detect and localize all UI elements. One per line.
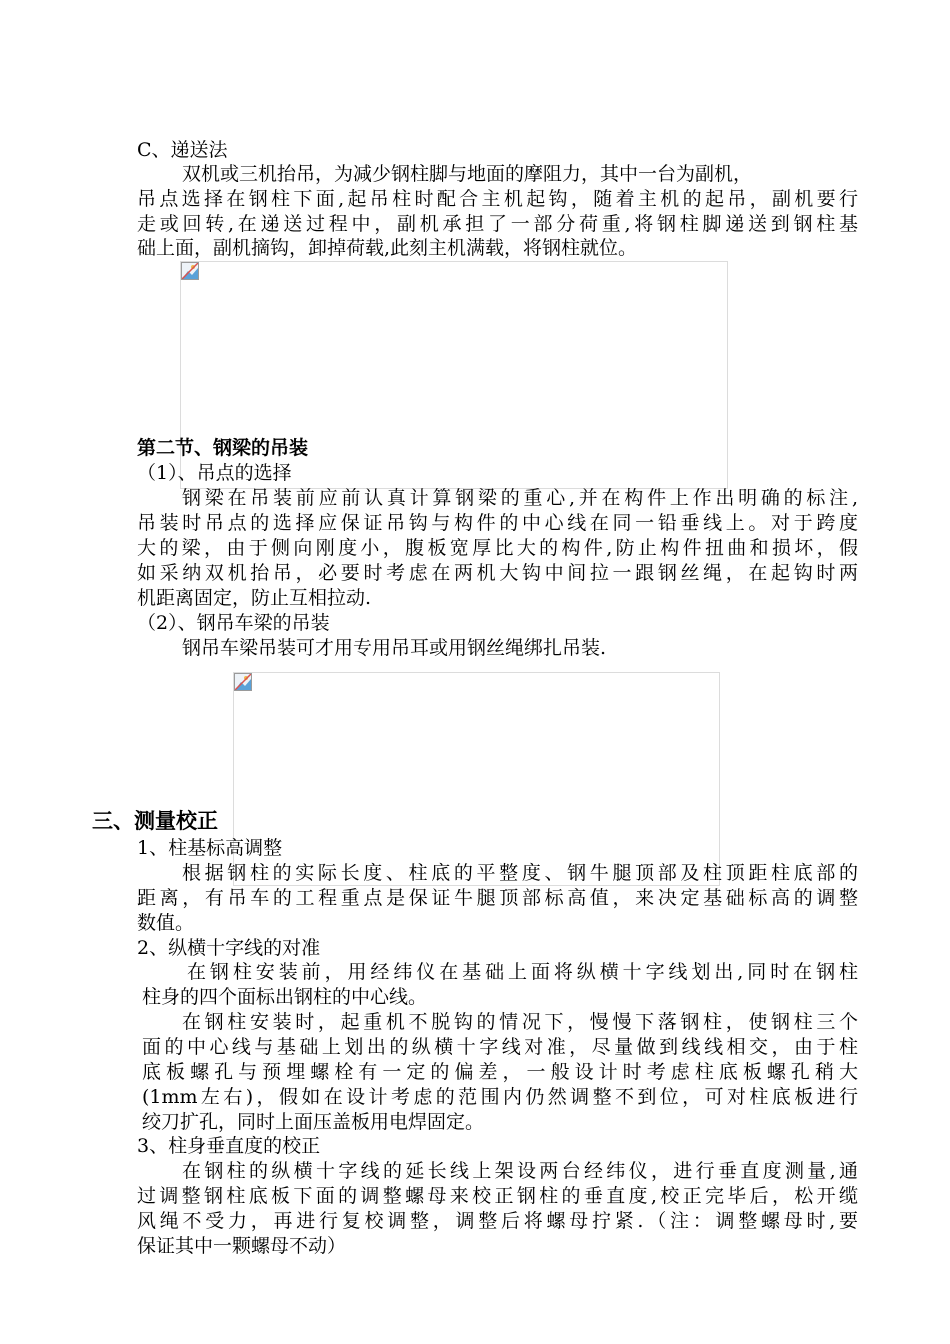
section-3-title: 三、测量校正 — [92, 808, 218, 833]
section-c-para-line: 础上面，副机摘钩，卸掉荷载,此刻主机满载，将钢柱就位。 — [137, 237, 638, 259]
section-3-item2: 2、纵横十字线的对准 — [137, 937, 321, 959]
section-3-item2-para1-line: 柱身的四个面标出钢柱的中心线。 — [142, 986, 428, 1008]
section-3-item1-para-line: 根据钢柱的实际长度、柱底的平整度、钢牛腿顶部及柱顶距柱底部的 — [182, 862, 858, 884]
section-3-item1: 1、柱基标高调整 — [137, 837, 283, 859]
section-c-para-line: 吊点选择在钢柱下面,起吊柱时配合主机起钩，随着主机的起吊，副机要行 — [137, 188, 858, 210]
section-3-item1-para-line: 数值。 — [137, 912, 195, 934]
section-3-item2-para2-line: (1mm左右)，假如在设计考虑的范围内仍然调整不到位，可对柱底板进行 — [142, 1086, 858, 1108]
section-3-item2-para1-line: 在钢柱安装前，用经纬仪在基础上面将纵横十字线划出,同时在钢柱 — [187, 961, 858, 983]
section-2-para1-line: 如采纳双机抬吊，必要时考虑在两机大钩中间拉一跟钢丝绳，在起钩时两 — [137, 562, 858, 584]
broken-image-icon — [181, 262, 199, 280]
section-2-sub2: （2）、钢吊车梁的吊装 — [137, 612, 330, 634]
section-3-item2-para2-line: 底板螺孔与预埋螺栓有一定的偏差，一般设计时考虑柱底板螺孔稍大 — [142, 1061, 858, 1083]
section-3-item2-para2-line: 在钢柱安装时，起重机不脱钩的情况下，慢慢下落钢柱，使钢柱三个 — [182, 1011, 858, 1033]
section-c-para-line: 双机或三机抬吊，为减少钢柱脚与地面的摩阻力，其中一台为副机， — [182, 163, 753, 185]
section-3-item2-para2-line: 面的中心线与基础上划出的纵横十字线对准，尽量做到线线相交，由于柱 — [142, 1036, 858, 1058]
section-c-para-line: 走或回转,在递送过程中，副机承担了一部分荷重,将钢柱脚递送到钢柱基 — [137, 213, 858, 235]
section-2-para2: 钢吊车梁吊装可才用专用吊耳或用钢丝绳绑扎吊装. — [182, 637, 607, 659]
section-c-heading: C、递送法 — [137, 139, 228, 161]
section-2-para1-line: 钢梁在吊装前应前认真计算钢梁的重心,并在构件上作出明确的标注, — [182, 487, 858, 509]
section-3-item3-para-line: 保证其中一颗螺母不动） — [137, 1235, 347, 1257]
section-3-item3: 3、柱身垂直度的校正 — [137, 1135, 321, 1157]
section-2-para1-line: 机距离固定，防止互相拉动. — [137, 587, 372, 609]
section-3-item3-para-line: 风绳不受力，再进行复校调整，调整后将螺母拧紧.（注：调整螺母时,要 — [137, 1210, 858, 1232]
section-3-item2-para2-line: 绞刀扩孔，同时上面压盖板用电焊固定。 — [142, 1111, 485, 1133]
section-2-para1-line: 大的梁，由于侧向刚度小，腹板宽厚比大的构件,防止构件扭曲和损坏，假 — [137, 537, 858, 559]
section-3-item1-para-line: 距离，有吊车的工程重点是保证牛腿顶部标高值，来决定基础标高的调整 — [137, 887, 858, 909]
section-3-item3-para-line: 过调整钢柱底板下面的调整螺母来校正钢柱的垂直度,校正完毕后，松开缆 — [137, 1185, 858, 1207]
section-3-item3-para-line: 在钢柱的纵横十字线的延长线上架设两台经纬仪，进行垂直度测量,通 — [182, 1160, 858, 1182]
section-2-para1-line: 吊装时吊点的选择应保证吊钩与构件的中心线在同一铅垂线上。对于跨度 — [137, 512, 858, 534]
image-placeholder-2 — [233, 672, 720, 886]
section-2-title: 第二节、钢梁的吊装 — [137, 437, 309, 459]
section-2-sub1: （1）、吊点的选择 — [137, 462, 292, 484]
broken-image-icon — [234, 673, 252, 691]
